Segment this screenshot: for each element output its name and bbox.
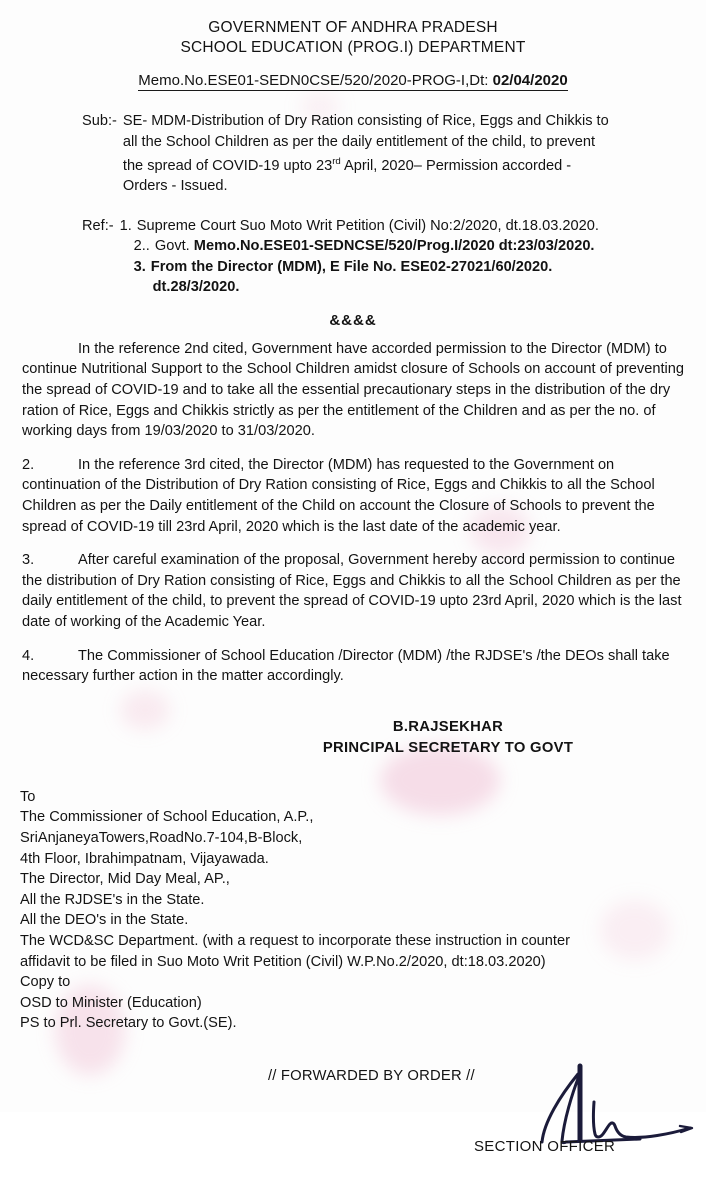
- subject-line-4: Orders - Issued.: [122, 178, 228, 195]
- reference-text-plain: Govt.: [154, 238, 194, 255]
- distribution-line: PS to Prl. Secretary to Govt.(SE).: [20, 1015, 237, 1032]
- signatory-name: B.RAJSEKHAR: [392, 718, 504, 735]
- signatory-block: [0, 717, 706, 759]
- subject-line-3: [123, 152, 692, 176]
- reference-text: [155, 236, 698, 257]
- distribution-line: SriAnjaneyaTowers,RoadNo.7-104,B-Block,: [20, 829, 303, 846]
- memo-number-row: [0, 72, 706, 91]
- paragraph-number: 2.: [22, 456, 35, 473]
- forwarded-by-order: // FORWARDED BY ORDER //: [268, 1067, 475, 1084]
- paragraph-text: The Commissioner of School Education /Director (MDM) /the RJDSE's /the DEOs shall take necessary further action in the matter accordingly.: [22, 647, 670, 685]
- distribution-block: [0, 787, 706, 1034]
- section-separator: &&&&: [329, 311, 377, 329]
- reference-item: [120, 216, 698, 237]
- memo-number: [138, 72, 567, 91]
- distribution-line: 4th Floor, Ibrahimpatnam, Vijayawada.: [20, 850, 269, 867]
- subject-line-3b: April, 2020– Permission accorded -: [340, 157, 572, 174]
- subject-block: [0, 111, 706, 197]
- paragraph-4: [0, 646, 706, 687]
- distribution-line: All the RJDSE's in the State.: [20, 891, 205, 908]
- distribution-line: Copy to: [20, 974, 71, 991]
- subject-line-3a: the spread of COVID-19 upto 23: [122, 157, 333, 174]
- paragraph-2: [0, 455, 706, 537]
- subject-label: Sub:-: [82, 113, 117, 129]
- reference-number: 2..: [133, 238, 150, 255]
- reference-text: From the Director (MDM), E File No. ESE02-27021/60/2020.: [150, 258, 553, 275]
- reference-item: [134, 257, 698, 278]
- distribution-line: affidavit to be filed in Suo Moto Writ Petition (Civil) W.P.No.2/2020, dt:18.03.2020): [20, 953, 546, 970]
- memo-number-text: Memo.No.ESE01-SEDN0CSE/520/2020-PROG-I,Dt:: [138, 72, 493, 89]
- to-label: To: [20, 788, 36, 805]
- department-title: SCHOOL EDUCATION (PROG.I) DEPARTMENT: [180, 39, 526, 56]
- distribution-line: The Director, Mid Day Meal, AP.,: [20, 871, 230, 888]
- distribution-line: The Commissioner of School Education, A.P.,: [20, 809, 314, 826]
- reference-label: Ref:-: [82, 217, 114, 234]
- distribution-line: The WCD&SC Department. (with a request to incorporate these instruction in counter: [20, 932, 570, 949]
- distribution-line: OSD to Minister (Education): [20, 994, 202, 1011]
- paragraph-text: In the reference 3rd cited, the Director (MDM) has requested to the Government on continuation of the Distribution of Dry Ration consisting of Rice, Eggs and Chikkis to all the School Children as per the Daily entitlement of the Child on account the Closure of Schools to prevent the spread of COVID-19 till 23rd April, 2020 which is the last date of the academic year.: [22, 456, 655, 535]
- paragraph-1: In the reference 2nd cited, Government have accorded permission to the Director (MDM) to continue Nutritional Support to the School Children amidst closure of Schools on account of preventing the spread of COVID-19 and to take all the essential precautionary steps in the distribution of the dry ration of Rice, Eggs and Chikkis strictly as per the entitlement of the Children and as per the no. of working days from 19/03/2020 to 31/03/2020.: [22, 340, 684, 440]
- government-title: GOVERNMENT OF ANDHRA PRADESH: [208, 19, 498, 36]
- paragraph-text: After careful examination of the proposal, Government hereby accord permission to continue the distribution of Dry Ration consisting of Rice, Eggs and Chikkis to all the School Children as per the daily entitlement of the child, to prevent the spread of COVID-19 upto 23rd April, 2020 which is the last date of working of the Academic Year.: [22, 552, 682, 630]
- subject-line-2: all the School Children as per the daily entitlement of the child, to prevent: [122, 133, 596, 150]
- subject-body: [123, 111, 692, 197]
- reference-block: [0, 216, 706, 298]
- ordinal-suffix: rd: [332, 156, 341, 167]
- reference-continuation: dt.28/3/2020.: [152, 279, 240, 296]
- reference-text: Supreme Court Suo Moto Writ Petition (Civil) No:2/2020, dt.18.03.2020.: [136, 217, 599, 234]
- reference-number: 1.: [119, 217, 132, 234]
- signatory-designation: PRINCIPAL SECRETARY TO GOVT: [322, 739, 574, 756]
- subject-line-1: SE- MDM-Distribution of Dry Ration consisting of Rice, Eggs and Chikkis to: [122, 113, 609, 129]
- footer-block: [0, 1060, 706, 1180]
- paragraph-number: 4.: [22, 647, 35, 664]
- reference-text-bold: Memo.No.ESE01-SEDNCSE/520/Prog.I/2020 dt:23/03/2020.: [193, 238, 595, 255]
- memo-date: 02/04/2020: [492, 72, 568, 89]
- reference-item: [134, 236, 698, 257]
- section-officer-label: SECTION OFFICER: [474, 1137, 616, 1155]
- distribution-line: All the DEO's in the State.: [20, 912, 189, 929]
- paragraph-number: 3.: [22, 552, 35, 569]
- reference-number: 3.: [133, 258, 146, 275]
- paragraph-3: [0, 550, 706, 632]
- reference-list: [120, 216, 698, 298]
